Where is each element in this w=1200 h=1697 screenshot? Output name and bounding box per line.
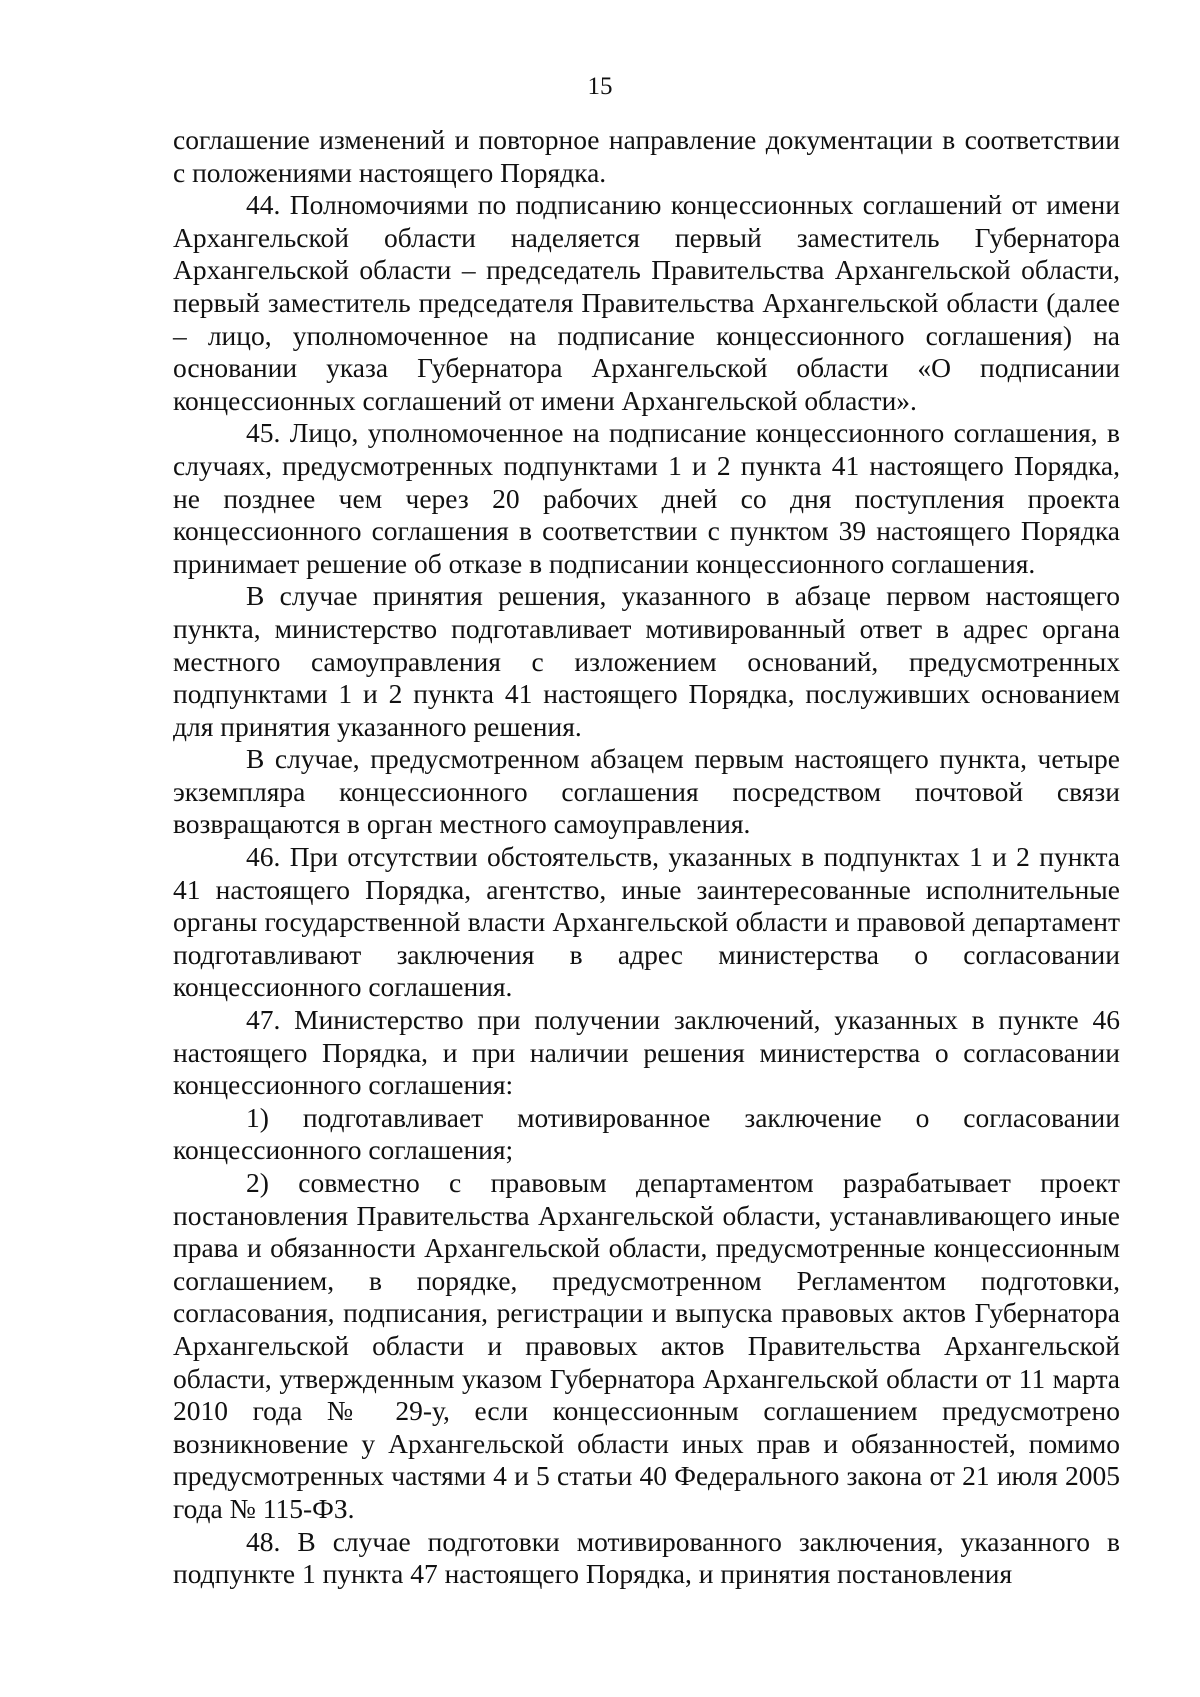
paragraph-item-47-sub-1: 1) подготавливает мотивированное заключение о согласовании концессионного соглашения; <box>173 1101 1120 1166</box>
paragraph-continuation: соглашение изменений и повторное направление документации в соответствии с положениями настоящего Порядка. <box>173 124 1120 188</box>
paragraph-item-48: 48. В случае подготовки мотивированного заключения, указанного в подпункте 1 пункта 47 настоящего Порядка, и принятия постановления <box>173 1525 1120 1590</box>
paragraph-item-45: 45. Лицо, уполномоченное на подписание концессионного соглашения, в случаях, предусмотренных подпунктами 1 и 2 пункта 41 настоящего Порядка, не позднее чем через 20 рабочих дней со дня поступления проекта концессионного соглашения в соответствии с пунктом 39 настоящего Порядка принимает решение об отказе в подписании концессионного соглашения. <box>173 417 1120 579</box>
document-body <box>173 124 1120 1591</box>
paragraph-item-47-sub-2: 2) совместно с правовым департаментом разрабатывает проект постановления Правительства Архангельской области, устанавливающего иные права и обязанности Архангельской области, предусмотренные концессионным соглашением, в порядке, предусмотренном Регламентом подготовки, согласования, подписания, регистрации и выпуска правовых актов Губернатора Архангельской области и правовых актов Правительства Архангельской области, утвержденным указом Губернатора Архангельской области от 11 марта 2010 года № 29-у, если концессионным соглашением предусмотрено возникновение у Архангельской области иных прав и обязанностей, помимо предусмотренных частями 4 и 5 статьи 40 Федерального закона от 21 июля 2005 года № 115-ФЗ. <box>173 1167 1120 1524</box>
paragraph-item-45-third: В случае, предусмотренном абзацем первым настоящего пункта, четыре экземпляра концессионного соглашения посредством почтовой связи возвращаются в орган местного самоуправления. <box>173 743 1120 840</box>
paragraph-item-45-second: В случае принятия решения, указанного в абзаце первом настоящего пункта, министерство подготавливает мотивированный ответ в адрес органа местного самоуправления с изложением оснований, предусмотренных подпунктами 1 и 2 пункта 41 настоящего Порядка, послуживших основанием для принятия указанного решения. <box>173 580 1120 742</box>
page-number: 15 <box>587 73 613 100</box>
paragraph-item-44: 44. Полномочиями по подписанию концессионных соглашений от имени Архангельской области наделяется первый заместитель Губернатора Архангельской области – председатель Правительства Архангельской области, первый заместитель председателя Правительства Архангельской области (далее – лицо, уполномоченное на подписание концессионного соглашения) на основании указа Губернатора Архангельской области «О подписании концессионных соглашений от имени Архангельской области». <box>173 189 1120 416</box>
paragraph-item-46: 46. При отсутствии обстоятельств, указанных в подпунктах 1 и 2 пункта 41 настоящего Порядка, агентство, иные заинтересованные исполнительные органы государственной власти Архангельской области и правовой департамент подготавливают заключения в адрес министерства о согласовании концессионного соглашения. <box>173 841 1120 1003</box>
paragraph-item-47: 47. Министерство при получении заключений, указанных в пункте 46 настоящего Порядка, и при наличии решения министерства о согласовании концессионного соглашения: <box>173 1004 1120 1101</box>
